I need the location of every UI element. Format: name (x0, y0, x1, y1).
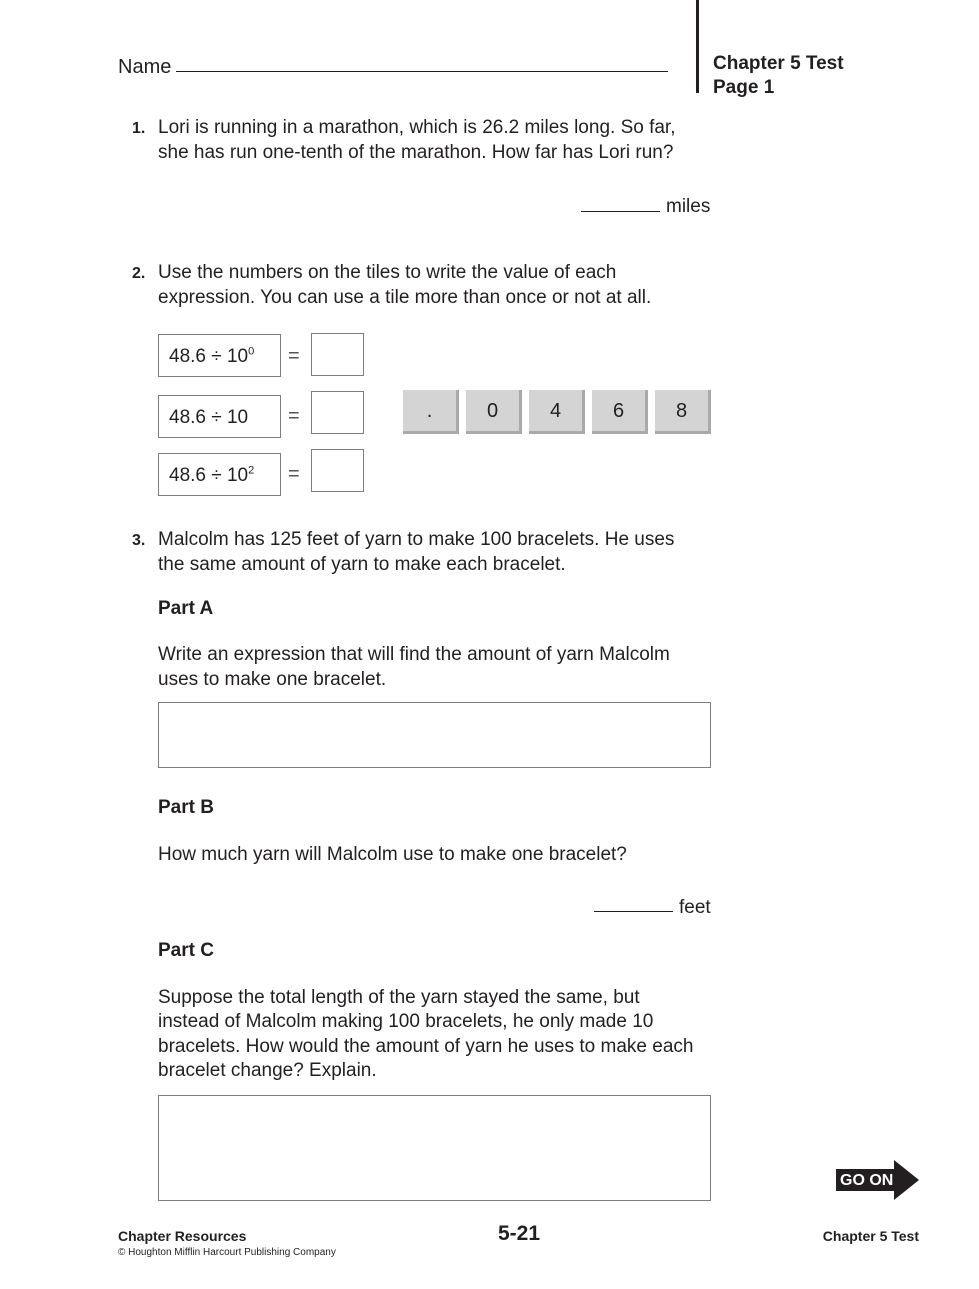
expression-exponent: 0 (248, 345, 255, 358)
expression-box (158, 395, 281, 438)
name-line[interactable] (176, 71, 668, 72)
expression-base: 48.6 (169, 346, 206, 367)
number-tile[interactable]: 6 (592, 390, 648, 434)
number-tile[interactable]: 4 (529, 390, 585, 434)
copyright: © Houghton Mifflin Harcourt Publishing Company (118, 1247, 336, 1258)
footer-right: Chapter 5 Test (822, 1228, 919, 1244)
equals-sign: = (288, 345, 300, 367)
part-a-answer-box[interactable] (158, 702, 711, 768)
equals-sign: = (288, 463, 300, 485)
question-text: Lori is running in a marathon, which is 26.2 miles long. So far, (158, 117, 676, 138)
part-a-text: Write an expression that will find the amount of yarn Malcolm (158, 644, 670, 665)
unit-label: miles (666, 196, 711, 217)
answer-box[interactable] (311, 449, 364, 492)
expression-box (158, 453, 281, 496)
question-text: Use the numbers on the tiles to write the value of each (158, 262, 617, 283)
page-label: Page 1 (713, 77, 775, 98)
unit-label: feet (679, 897, 711, 918)
part-a-text: uses to make one bracelet. (158, 669, 387, 690)
header-divider (696, 0, 699, 93)
answer-box[interactable] (311, 391, 364, 434)
expression-box (158, 334, 281, 377)
divide-symbol: ÷ (211, 346, 222, 367)
page-number: 5-21 (498, 1222, 541, 1245)
part-b-text: How much yarn will Malcolm use to make one bracelet? (158, 844, 627, 865)
question-number: 1. (132, 120, 146, 137)
question-text: Malcolm has 125 feet of yarn to make 100 bracelets. He uses (158, 529, 675, 550)
part-c-text: Suppose the total length of the yarn stayed the same, but (158, 987, 640, 1008)
question-number: 3. (132, 532, 146, 549)
divide-symbol: ÷ (211, 407, 222, 428)
part-c-text: bracelet change? Explain. (158, 1060, 377, 1081)
number-tile[interactable]: . (403, 390, 459, 434)
expression-base: 48.6 (169, 465, 206, 486)
question-number: 2. (132, 265, 146, 282)
expression-power: 10 (226, 465, 249, 486)
question-text: she has run one-tenth of the marathon. How far has Lori run? (158, 142, 674, 163)
footer-left: Chapter Resources (118, 1228, 247, 1244)
part-c-answer-box[interactable] (158, 1095, 711, 1201)
part-c-title: Part C (158, 940, 214, 961)
part-b-title: Part B (158, 797, 214, 818)
answer-line[interactable] (594, 911, 673, 912)
divide-symbol: ÷ (211, 465, 222, 486)
part-c-text: instead of Malcolm making 100 bracelets, he only made 10 (158, 1011, 654, 1032)
part-c-text: bracelets. How would the amount of yarn he uses to make each (158, 1036, 694, 1057)
chapter-title: Chapter 5 Test (713, 53, 844, 74)
part-a-title: Part A (158, 598, 214, 619)
expression-base: 48.6 (169, 407, 206, 428)
question-text: the same amount of yarn to make each bracelet. (158, 554, 566, 575)
go-on-arrow (836, 1160, 920, 1200)
answer-box[interactable] (311, 333, 364, 376)
answer-line[interactable] (581, 211, 660, 212)
number-tile[interactable]: 0 (466, 390, 522, 434)
question-text: expression. You can use a tile more than once or not at all. (158, 287, 652, 308)
equals-sign: = (288, 405, 300, 427)
go-on-label: GO ON (840, 1172, 894, 1189)
number-tile[interactable]: 8 (655, 390, 711, 434)
expression-exponent: 2 (248, 464, 255, 477)
expression-power: 10 (226, 407, 249, 428)
expression-power: 10 (226, 346, 249, 367)
name-label: Name (118, 56, 172, 78)
